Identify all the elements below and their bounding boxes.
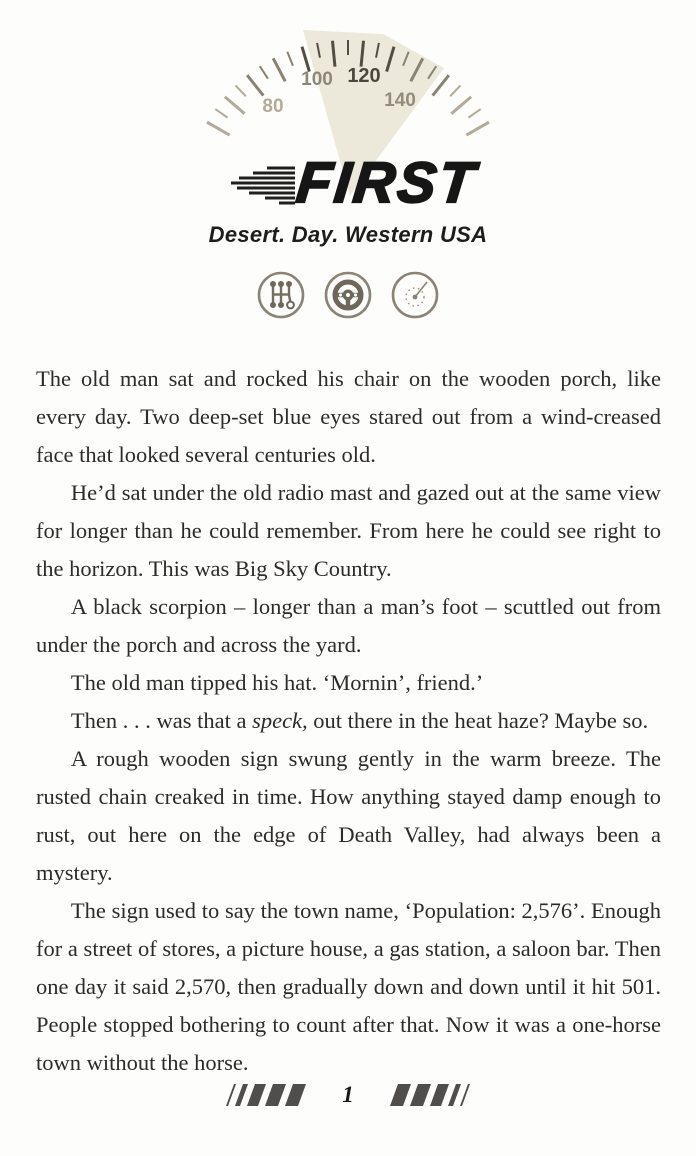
paragraph-text: Then . . . was that a: [70, 708, 253, 733]
gauge-label-100: 100: [301, 69, 333, 90]
gauge-label-140: 140: [384, 90, 416, 111]
body-text: [36, 360, 661, 1082]
italic-word: speck,: [252, 708, 308, 733]
speed-stripes-right-icon: [382, 1082, 472, 1108]
paragraph: The sign used to say the town name, ‘Population: 2,576’. Enough for a street of stores, a picture house, a gas station, a saloon bar. Then one day it said 2,570, then gradually down and down until it hit 501. People stopped bothering to count after that. Now it was a one-horse town without the horse.: [36, 898, 661, 1075]
steering-wheel-icon: [323, 270, 373, 320]
page-number: 1: [342, 1082, 354, 1107]
chapter-subtitle: Desert. Day. Western USA: [208, 222, 488, 247]
paragraph: He’d sat under the old radio mast and gazed out at the same view for longer than he could remember. From here he could see right to the horizon. This was Big Sky Country.: [36, 480, 661, 581]
chapter-title: FIRST: [293, 151, 480, 215]
gauge-label-120: 120: [347, 65, 381, 87]
speed-stripes-left-icon: [224, 1082, 314, 1108]
paragraph: A rough wooden sign swung gently in the warm breeze. The rusted chain creaked in time. How anything stayed damp enough to rust, out here on the edge of Death Valley, had always been a mystery.: [36, 746, 661, 885]
paragraph: [36, 702, 661, 740]
speed-lines-icon: [220, 162, 295, 206]
speedometer-icon: [390, 270, 440, 320]
icon-row: [0, 270, 696, 320]
chapter-masthead: [0, 28, 696, 320]
page-footer: [0, 1082, 696, 1108]
paragraph-text: out there in the heat haze? Maybe so.: [307, 708, 649, 733]
paragraph: A black scorpion – longer than a man’s foot – scuttled out from under the porch and across the yard.: [36, 594, 661, 657]
title-logo: [0, 151, 696, 215]
gear-shift-icon: [256, 270, 306, 320]
paragraph: The old man tipped his hat. ‘Mornin’, friend.’: [70, 670, 484, 695]
gauge-label-80: 80: [262, 96, 284, 117]
paragraph: The old man sat and rocked his chair on the wooden porch, like every day. Two deep-set blue eyes stared out from a wind-creased face that looked several centuries old.: [36, 366, 661, 467]
